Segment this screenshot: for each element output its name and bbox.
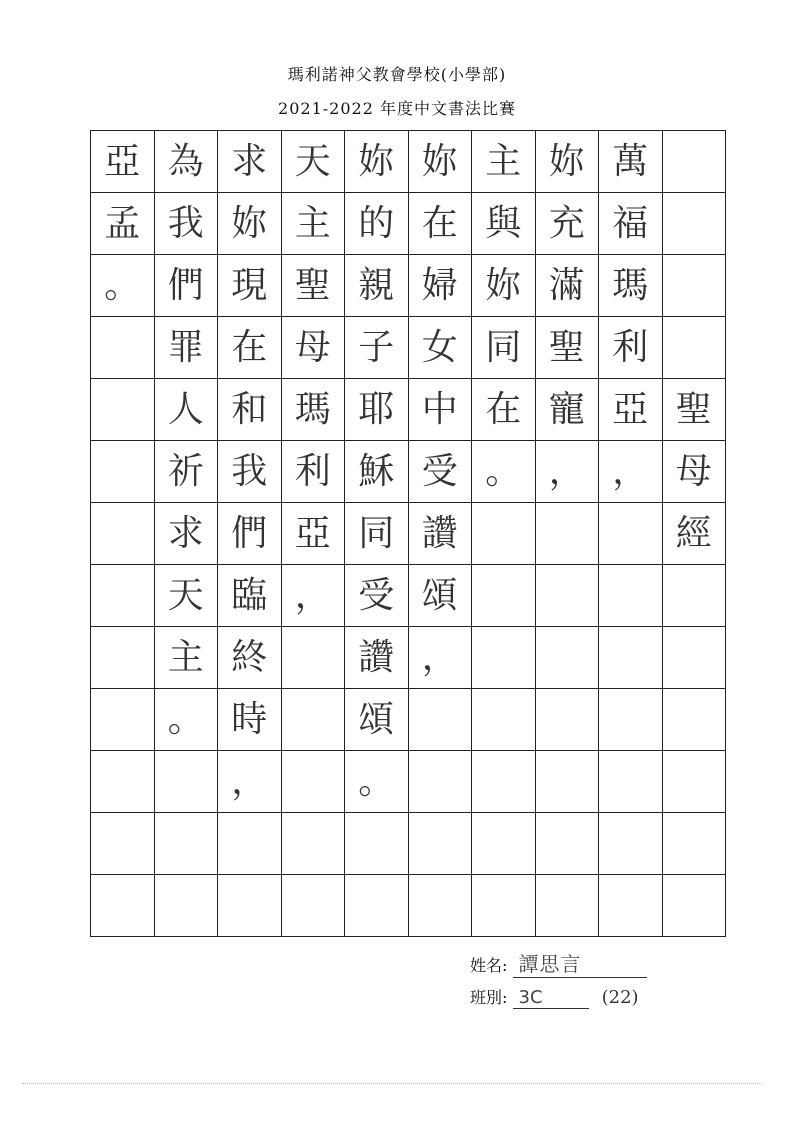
grid-cell: 主 xyxy=(154,627,218,689)
grid-cell xyxy=(91,689,155,751)
grid-cell: 中 xyxy=(408,379,472,441)
grid-cell: 親 xyxy=(345,255,409,317)
grid-cell: 瑪 xyxy=(599,255,663,317)
grid-cell: 妳 xyxy=(345,131,409,193)
grid-cell xyxy=(408,689,472,751)
grid-cell xyxy=(408,875,472,937)
grid-cell xyxy=(91,503,155,565)
grid-cell: 罪 xyxy=(154,317,218,379)
class-label: 班別: xyxy=(470,988,508,1007)
grid-cell xyxy=(345,813,409,875)
grid-cell: ， xyxy=(599,441,663,503)
grid-cell xyxy=(662,193,726,255)
grid-cell: 主 xyxy=(472,131,536,193)
grid-cell xyxy=(218,813,282,875)
grid-cell xyxy=(599,751,663,813)
class-number: (22) xyxy=(601,987,639,1008)
grid-cell xyxy=(281,875,345,937)
grid-cell xyxy=(91,441,155,503)
grid-cell: 。 xyxy=(345,751,409,813)
grid-cell xyxy=(281,813,345,875)
grid-cell: 在 xyxy=(218,317,282,379)
grid-cell xyxy=(662,751,726,813)
grid-cell xyxy=(662,131,726,193)
grid-cell: 寵 xyxy=(535,379,599,441)
grid-row xyxy=(91,813,726,875)
grid-cell xyxy=(472,503,536,565)
grid-cell xyxy=(472,627,536,689)
grid-cell: 穌 xyxy=(345,441,409,503)
grid-cell xyxy=(91,565,155,627)
calligraphy-grid xyxy=(90,130,726,937)
grid-cell xyxy=(345,875,409,937)
grid-cell: 主 xyxy=(281,193,345,255)
grid-cell: 萬 xyxy=(599,131,663,193)
grid-cell xyxy=(472,813,536,875)
grid-cell: 。 xyxy=(472,441,536,503)
grid-cell: ， xyxy=(281,565,345,627)
grid-cell xyxy=(91,751,155,813)
grid-cell xyxy=(91,379,155,441)
grid-cell: 臨 xyxy=(218,565,282,627)
scan-edge-line xyxy=(22,1083,762,1084)
grid-cell: 與 xyxy=(472,193,536,255)
grid-cell: 子 xyxy=(345,317,409,379)
grid-cell xyxy=(662,255,726,317)
grid-cell: 女 xyxy=(408,317,472,379)
grid-cell: 們 xyxy=(218,503,282,565)
grid-cell xyxy=(535,689,599,751)
grid-row xyxy=(91,689,726,751)
grid-cell: 求 xyxy=(218,131,282,193)
grid-cell: 頌 xyxy=(345,689,409,751)
grid-cell: 。 xyxy=(154,689,218,751)
grid-cell: 充 xyxy=(535,193,599,255)
grid-cell: 天 xyxy=(281,131,345,193)
grid-row xyxy=(91,503,726,565)
grid-cell: 受 xyxy=(345,565,409,627)
school-title: 瑪利諾神父教會學校(小學部) xyxy=(287,65,507,84)
grid-cell xyxy=(662,875,726,937)
grid-cell: 妳 xyxy=(408,131,472,193)
grid-cell: 我 xyxy=(154,193,218,255)
grid-cell xyxy=(281,751,345,813)
student-name: 譚思言 xyxy=(513,948,647,978)
grid-cell: 祈 xyxy=(154,441,218,503)
grid-cell xyxy=(91,317,155,379)
grid-cell: 妳 xyxy=(218,193,282,255)
grid-cell: 的 xyxy=(345,193,409,255)
grid-cell: 讚 xyxy=(408,503,472,565)
grid-cell: ， xyxy=(535,441,599,503)
grid-row xyxy=(91,441,726,503)
grid-cell xyxy=(281,689,345,751)
grid-cell xyxy=(662,689,726,751)
grid-row xyxy=(91,565,726,627)
grid-cell xyxy=(91,813,155,875)
grid-cell: 和 xyxy=(218,379,282,441)
grid-cell xyxy=(662,813,726,875)
grid-cell: 們 xyxy=(154,255,218,317)
grid-cell: 頌 xyxy=(408,565,472,627)
grid-cell xyxy=(535,503,599,565)
grid-cell xyxy=(535,813,599,875)
grid-row xyxy=(91,131,726,193)
grid-cell: 同 xyxy=(345,503,409,565)
grid-cell xyxy=(408,813,472,875)
grid-cell: 同 xyxy=(472,317,536,379)
grid-cell xyxy=(472,689,536,751)
grid-cell xyxy=(599,503,663,565)
grid-cell xyxy=(535,751,599,813)
name-row xyxy=(470,948,647,978)
name-label: 姓名: xyxy=(470,956,508,975)
grid-cell: 聖 xyxy=(281,255,345,317)
grid-cell xyxy=(599,875,663,937)
grid-row xyxy=(91,317,726,379)
grid-cell xyxy=(662,565,726,627)
grid-cell: 亞 xyxy=(281,503,345,565)
grid-row xyxy=(91,379,726,441)
grid-cell xyxy=(472,565,536,627)
grid-cell: 終 xyxy=(218,627,282,689)
class-value: 3C xyxy=(513,987,589,1009)
grid-cell xyxy=(281,627,345,689)
class-row xyxy=(470,985,639,1009)
grid-cell xyxy=(408,751,472,813)
grid-cell: ， xyxy=(218,751,282,813)
grid-row xyxy=(91,875,726,937)
grid-cell: 人 xyxy=(154,379,218,441)
grid-cell: 。 xyxy=(91,255,155,317)
grid-row xyxy=(91,255,726,317)
grid-cell xyxy=(91,875,155,937)
grid-row xyxy=(91,751,726,813)
competition-title: 2021-2022 年度中文書法比賽 xyxy=(278,99,516,118)
grid-cell xyxy=(599,813,663,875)
grid-cell: 妳 xyxy=(472,255,536,317)
grid-cell xyxy=(91,627,155,689)
grid-cell: 為 xyxy=(154,131,218,193)
grid-cell xyxy=(535,627,599,689)
grid-cell: 天 xyxy=(154,565,218,627)
grid-cell: 聖 xyxy=(662,379,726,441)
grid-cell: 現 xyxy=(218,255,282,317)
grid-cell: 在 xyxy=(408,193,472,255)
grid-cell: 我 xyxy=(218,441,282,503)
grid-cell xyxy=(535,565,599,627)
grid-cell xyxy=(535,875,599,937)
grid-cell: 利 xyxy=(281,441,345,503)
grid-cell: 亞 xyxy=(599,379,663,441)
grid-cell xyxy=(154,751,218,813)
grid-row xyxy=(91,627,726,689)
grid-cell: 妳 xyxy=(535,131,599,193)
grid-cell xyxy=(154,813,218,875)
grid-cell: 耶 xyxy=(345,379,409,441)
grid-cell xyxy=(472,751,536,813)
grid-cell: 瑪 xyxy=(281,379,345,441)
grid-cell xyxy=(599,689,663,751)
grid-cell xyxy=(154,875,218,937)
grid-cell: 滿 xyxy=(535,255,599,317)
grid-cell: 亞 xyxy=(91,131,155,193)
grid-cell: 母 xyxy=(662,441,726,503)
grid-cell: 在 xyxy=(472,379,536,441)
grid-cell xyxy=(218,875,282,937)
grid-cell: 聖 xyxy=(535,317,599,379)
grid-cell xyxy=(599,627,663,689)
grid-cell: 受 xyxy=(408,441,472,503)
grid-cell: 福 xyxy=(599,193,663,255)
grid-cell: ， xyxy=(408,627,472,689)
grid-cell: 利 xyxy=(599,317,663,379)
grid-cell: 讚 xyxy=(345,627,409,689)
grid-cell: 婦 xyxy=(408,255,472,317)
grid-row xyxy=(91,193,726,255)
grid-cell xyxy=(662,317,726,379)
grid-cell xyxy=(662,627,726,689)
grid-cell xyxy=(472,875,536,937)
grid-cell: 母 xyxy=(281,317,345,379)
grid-cell: 求 xyxy=(154,503,218,565)
grid-cell: 孟 xyxy=(91,193,155,255)
grid-cell: 時 xyxy=(218,689,282,751)
grid-cell xyxy=(599,565,663,627)
grid-cell: 經 xyxy=(662,503,726,565)
